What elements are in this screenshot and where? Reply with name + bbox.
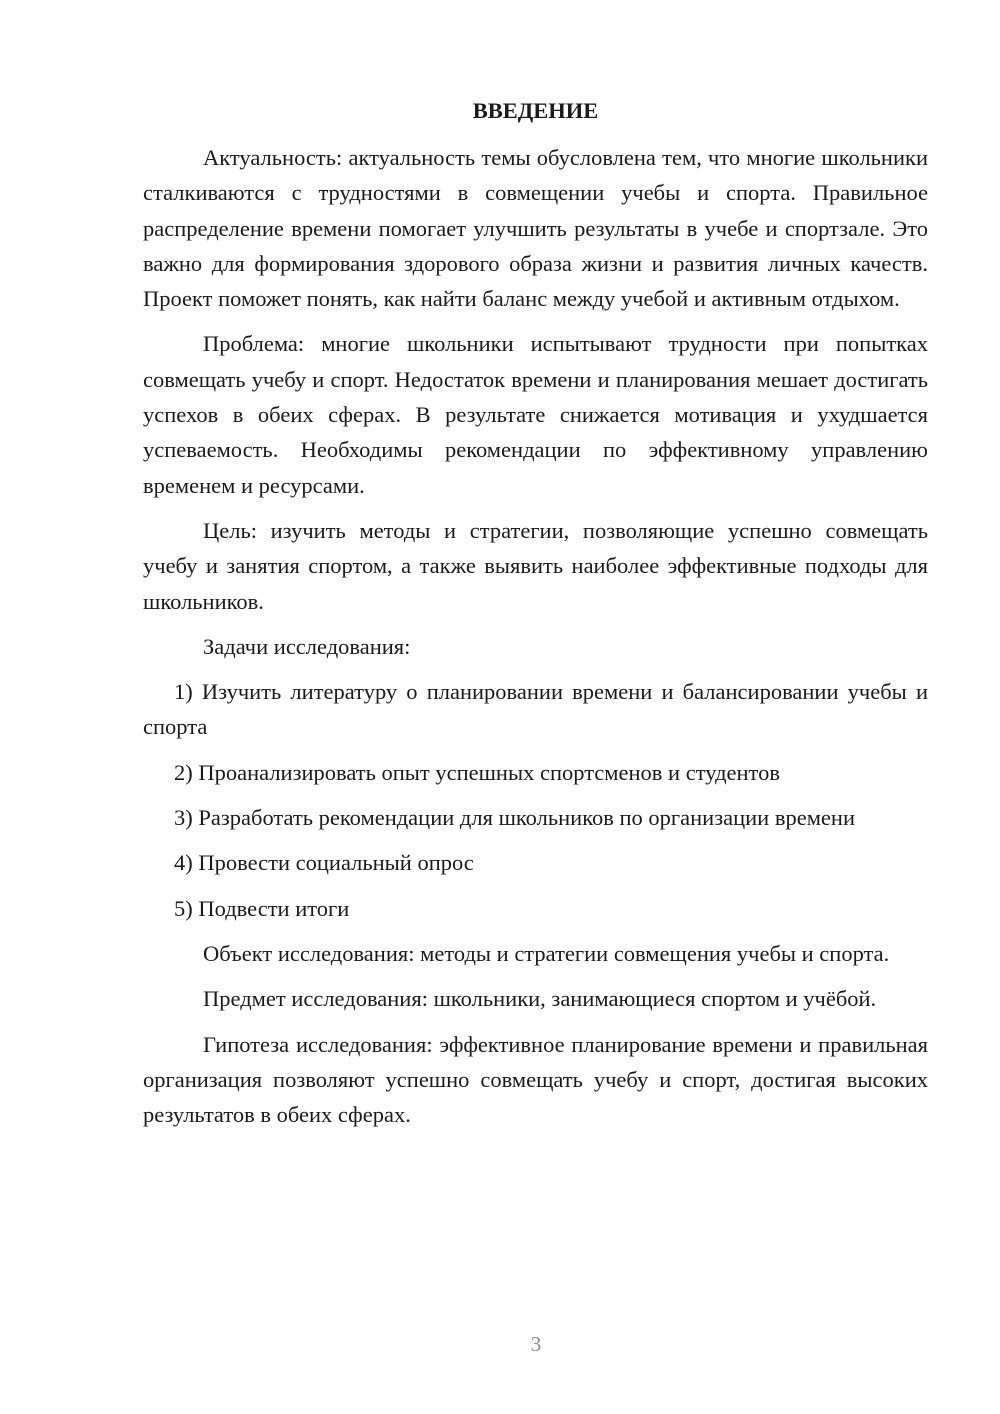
list-item: 2) Проанализировать опыт успешных спортсменов и студентов (174, 759, 780, 785)
object-paragraph: Объект исследования: методы и стратегии совмещения учебы и спорта. (203, 940, 890, 966)
relevance-paragraph: Актуальность: актуальность темы обусловлена тем, что многие школьники сталкиваются с трудностями в совмещении учебы и спорта. Правильное распределение времени помогает улучшить результаты в учебе и спортзале. Это важно для формирования здорового образа жизни и развития личных качеств. Проект поможет понять, как найти баланс между учебой и активным отдыхом. (143, 145, 928, 312)
page-number: 3 (530, 1332, 542, 1356)
subject-paragraph: Предмет исследования: школьники, занимающиеся спортом и учёбой. (203, 986, 877, 1012)
goal-paragraph: Цель: изучить методы и стратегии, позволяющие успешно совмещать учебу и занятия спортом, а также выявить наиболее эффективные подходы для школьников. (143, 517, 928, 614)
list-item: 4) Провести социальный опрос (174, 850, 474, 876)
problem-paragraph: Проблема: многие школьники испытывают трудности при попытках совмещать учебу и спорт. Недостаток времени и планирования мешает достигать успехов в обеих сферах. В результате снижается мотивация и ухудшается успеваемость. Необходимы рекомендации по эффективному управлению временем и ресурсами. (143, 331, 928, 498)
hypothesis-paragraph: Гипотеза исследования: эффективное планирование времени и правильная организация позволяют успешно совмещать учебу и спорт, достигая высоких результатов в обеих сферах. (143, 1031, 928, 1128)
document-body (143, 94, 928, 1142)
list-item: 1) Изучить литературу о планировании времени и балансировании учебы и спорта (143, 679, 928, 740)
page-title: ВВЕДЕНИЕ (472, 98, 599, 123)
list-item: 3) Разработать рекомендации для школьников по организации времени (174, 805, 855, 831)
list-item: 5) Подвести итоги (174, 895, 350, 921)
tasks-heading: Задачи исследования: (203, 633, 411, 659)
tasks-list (143, 674, 928, 926)
